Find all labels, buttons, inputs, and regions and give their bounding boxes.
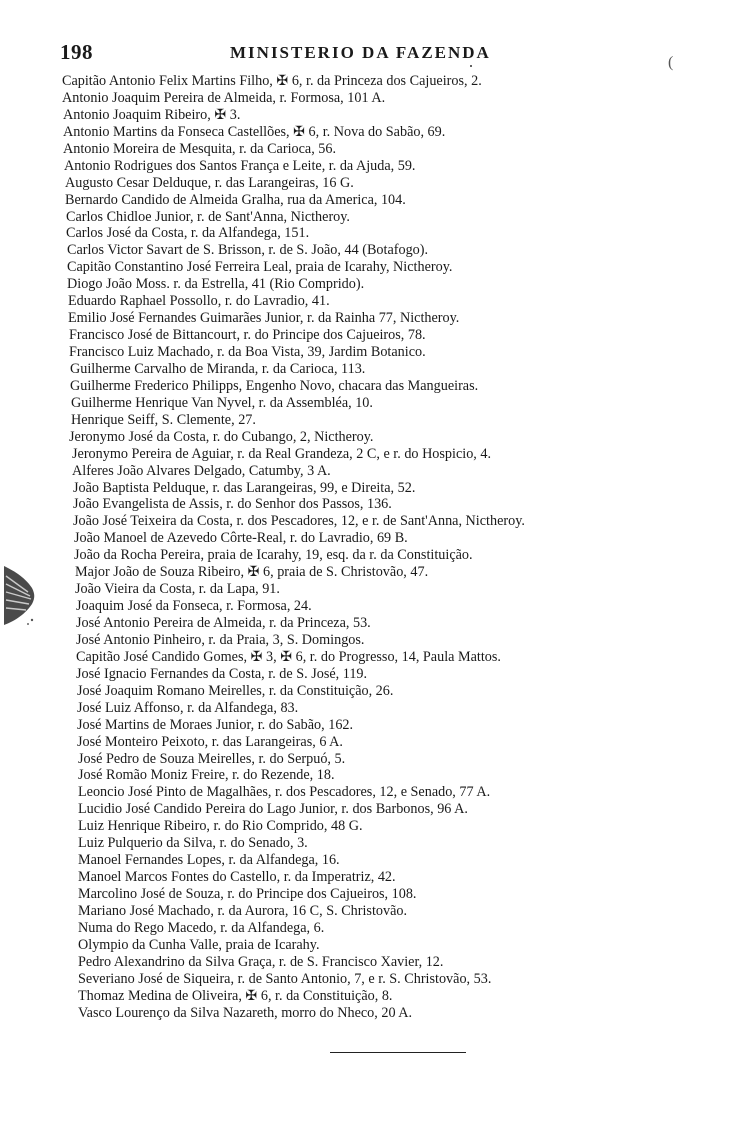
page-header <box>60 40 674 71</box>
list-item: Severiano José de Siqueira, r. de Santo Antonio, 7, e r. S. Christovão, 53. <box>78 970 492 987</box>
list-item: Carlos Victor Savart de S. Brisson, r. de S. João, 44 (Botafogo). <box>67 242 429 259</box>
list-item: Olympio da Cunha Valle, praia de Icarahy. <box>78 936 320 953</box>
list-item: Thomaz Medina de Oliveira, ✠ 6, r. da Constituição, 8. <box>78 987 393 1004</box>
list-item: Henrique Seiff, S. Clemente, 27. <box>71 411 256 428</box>
list-item: Mariano José Machado, r. da Aurora, 16 C, S. Christovão. <box>78 902 408 919</box>
list-item: Antonio Joaquim Pereira de Almeida, r. Formosa, 101 A. <box>62 89 386 106</box>
binding-shadow-mark <box>2 562 36 628</box>
list-item: Antonio Rodrigues dos Santos França e Leite, r. da Ajuda, 59. <box>64 157 416 174</box>
list-item: João Vieira da Costa, r. da Lapa, 91. <box>75 581 280 598</box>
list-item: Jeronymo Pereira de Aguiar, r. da Real Grandeza, 2 C, e r. do Hospicio, 4. <box>72 445 492 462</box>
list-item: Capitão José Candido Gomes, ✠ 3, ✠ 6, r. do Progresso, 14, Paula Mattos. <box>76 648 501 665</box>
list-item: Diogo João Moss. r. da Estrella, 41 (Rio Comprido). <box>67 276 365 293</box>
list-item: José Joaquim Romano Meirelles, r. da Constituição, 26. <box>77 682 394 699</box>
list-item: Marcolino José de Souza, r. do Principe dos Cajueiros, 108. <box>78 886 417 902</box>
list-item: José Luiz Affonso, r. da Alfandega, 83. <box>77 699 299 716</box>
list-item: João Manoel de Azevedo Côrte-Real, r. do Lavradio, 69 B. <box>74 530 408 547</box>
closing-rule <box>330 1052 466 1053</box>
page-number: 198 <box>60 40 93 64</box>
list-item: Francisco José de Bittancourt, r. do Principe dos Cajueiros, 78. <box>69 327 426 344</box>
list-item: Luiz Henrique Ribeiro, r. do Rio Comprido, 48 G. <box>78 818 363 835</box>
list-item: João Evangelista de Assis, r. do Senhor dos Passos, 136. <box>73 496 392 513</box>
list-item: Alferes João Alvares Delgado, Catumby, 3 A. <box>72 462 331 479</box>
list-item: Bernardo Candido de Almeida Gralha, rua da America, 104. <box>65 191 406 208</box>
list-item: Jeronymo José da Costa, r. do Cubango, 2, Nictheroy. <box>69 428 374 445</box>
list-item: Numa do Rego Macedo, r. da Alfandega, 6. <box>78 919 325 936</box>
list-item: José Martins de Moraes Junior, r. do Sabão, 162. <box>77 716 354 733</box>
list-item: José Antonio Pinheiro, r. da Praia, 3, S. Domingos. <box>76 631 365 648</box>
list-item: Joaquim José da Fonseca, r. Formosa, 24. <box>76 598 312 615</box>
list-item: Capitão Antonio Felix Martins Filho, ✠ 6, r. da Princeza dos Cajueiros, 2. <box>62 73 482 89</box>
list-item: Emilio José Fernandes Guimarães Junior, r. da Rainha 77, Nictheroy. <box>68 310 460 327</box>
corner-mark: ( <box>668 54 674 71</box>
running-title: MINISTERIO DA FAZENDA <box>230 43 491 62</box>
list-item: Luiz Pulquerio da Silva, r. do Senado, 3. <box>78 835 308 852</box>
list-item: Manoel Marcos Fontes do Castello, r. da Imperatriz, 42. <box>78 869 396 886</box>
list-item: Leoncio José Pinto de Magalhães, r. dos Pescadores, 12, e Senado, 77 A. <box>78 784 491 801</box>
list-item: Manoel Fernandes Lopes, r. da Alfandega, 16. <box>78 852 340 869</box>
ink-dot <box>470 65 472 67</box>
list-item: Carlos José da Costa, r. da Alfandega, 151. <box>66 225 310 242</box>
list-item: José Antonio Pereira de Almeida, r. da Princeza, 53. <box>76 615 371 631</box>
list-item: Antonio Martins da Fonseca Castellões, ✠ 6, r. Nova do Sabão, 69. <box>63 123 446 140</box>
list-item: Antonio Joaquim Ribeiro, ✠ 3. <box>63 106 241 123</box>
list-item: Major João de Souza Ribeiro, ✠ 6, praia de S. Christovão, 47. <box>75 564 429 581</box>
list-item: Antonio Moreira de Mesquita, r. da Carioca, 56. <box>63 140 337 157</box>
list-item: Eduardo Raphael Possollo, r. do Lavradio, 41. <box>68 293 330 310</box>
list-item: João da Rocha Pereira, praia de Icarahy, 19, esq. da r. da Constituição. <box>74 547 473 564</box>
list-item: Lucidio José Candido Pereira do Lago Junior, r. dos Barbonos, 96 A. <box>78 801 468 818</box>
list-item: João José Teixeira da Costa, r. dos Pescadores, 12, e r. de Sant'Anna, Nictheroy. <box>73 513 525 530</box>
list-item: José Pedro de Souza Meirelles, r. do Serpuó, 5. <box>78 750 346 767</box>
list-item: José Monteiro Peixoto, r. das Larangeiras, 6 A. <box>77 733 343 750</box>
list-item: Guilherme Henrique Van Nyvel, r. da Assembléa, 10. <box>71 394 373 411</box>
list-item: Guilherme Carvalho de Miranda, r. da Carioca, 113. <box>70 360 366 377</box>
list-item: Francisco Luiz Machado, r. da Boa Vista, 39, Jardim Botanico. <box>69 344 426 360</box>
list-item: Augusto Cesar Delduque, r. das Larangeiras, 16 G. <box>65 174 354 191</box>
list-item: Vasco Lourenço da Silva Nazareth, morro do Nheco, 20 A. <box>78 1004 413 1021</box>
entry-list <box>0 73 736 1022</box>
list-item: Carlos Chidloe Junior, r. de Sant'Anna, Nictheroy. <box>66 208 350 225</box>
list-item: Capitão Constantino José Ferreira Leal, praia de Icarahy, Nictheroy. <box>67 259 453 276</box>
list-item: José Romão Moniz Freire, r. do Rezende, 18. <box>78 767 335 784</box>
list-item: José Ignacio Fernandes da Costa, r. de S. José, 119. <box>76 665 368 682</box>
list-item: Guilherme Frederico Philipps, Engenho Novo, chacara das Mangueiras. <box>70 377 479 394</box>
list-item: Pedro Alexandrino da Silva Graça, r. de S. Francisco Xavier, 12. <box>78 953 444 970</box>
list-item: João Baptista Pelduque, r. das Larangeiras, 99, e Direita, 52. <box>73 479 416 496</box>
